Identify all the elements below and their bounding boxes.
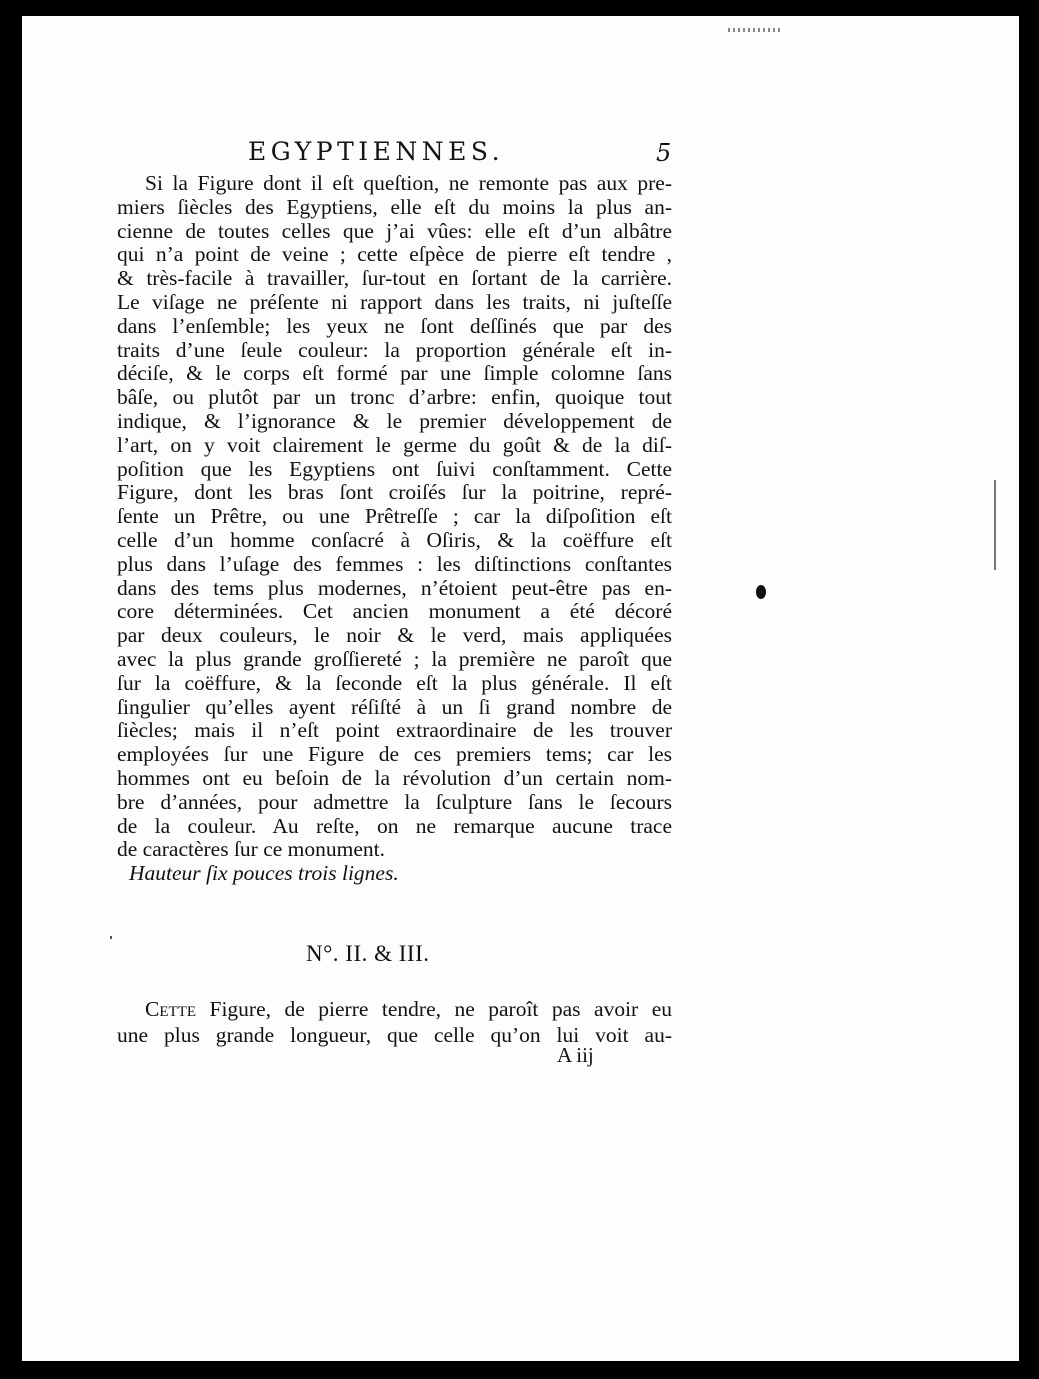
text-line: Si la Figure dont il eſt queſtion, ne remonte pas aux pre- <box>145 171 672 195</box>
text-line: celle d’un homme conſacré à Oſiris, & la coëffure eſt <box>117 527 672 552</box>
text-line: avec la plus grande groſſiereté ; la première ne paroît que <box>117 646 672 671</box>
text-line: Figure, dont les bras ſont croiſés ſur la poitrine, repré- <box>117 480 672 505</box>
page-number: 5 <box>656 139 672 167</box>
page-header <box>248 136 678 170</box>
text-line: ſente un Prêtre, ou une Prêtreſſe ; car la diſpoſition eſt <box>117 504 672 529</box>
text-line: bâſe, ou plutôt par un tronc d’arbre: enfin, quoique tout <box>117 385 672 410</box>
text-line: core déterminées. Cet ancien monument a été décoré <box>117 599 672 624</box>
text-line: employées ſur une Figure de ces premiers tems; car les <box>117 742 672 767</box>
text-line: ſur la coëffure, & la ſeconde eſt la plus générale. Il eſt <box>117 670 672 695</box>
text-line: cienne de toutes celles que j’ai vûes: elle eſt d’un albâtre <box>117 218 672 243</box>
signature-mark: A iij <box>557 1043 594 1067</box>
section-heading: N°. II. & III. <box>306 941 430 966</box>
text-line: traits d’une ſeule couleur: la proportion générale eſt in- <box>117 337 672 362</box>
ink-blot <box>756 585 766 599</box>
text-line: ſingulier qu’elles ayent réſiſté à un ſi grand nombre de <box>117 694 672 719</box>
text-line: indique, & l’ignorance & le premier développement de <box>117 408 672 433</box>
second-paragraph <box>117 996 672 1048</box>
text-line: de la couleur. Au reſte, on ne remarque aucune trace <box>117 813 672 838</box>
dimension-note: Hauteur ſix pouces trois lignes. <box>129 861 399 886</box>
main-paragraph <box>117 172 672 886</box>
running-head: EGYPTIENNES. <box>248 137 505 166</box>
text-line: dans des tems plus modernes, n’étoient peut-être pas en- <box>117 575 672 600</box>
text-line: bre d’années, pour admettre la ſculpture ſans le ſecours <box>117 789 672 814</box>
text-line: ſiècles; mais il n’eſt point extraordinaire de les trouver <box>117 718 672 743</box>
lead-word: Cette <box>145 997 196 1021</box>
stray-speck <box>110 936 112 939</box>
text-line: qui n’a point de veine ; cette eſpèce de pierre eſt tendre , <box>117 242 672 267</box>
text-line: miers ſiècles des Egyptiens, elle eſt du moins la plus an- <box>117 194 672 219</box>
text-line: Le viſage ne préſente ni rapport dans les traits, ni juſteſſe <box>117 289 672 314</box>
text-line: par deux couleurs, le noir & le verd, mais appliquées <box>117 623 672 648</box>
text-line: & très-facile à travailler, ſur-tout en ſortant de la carrière. <box>117 266 672 291</box>
text-line <box>117 996 672 1022</box>
scan-artifact-mark <box>728 28 783 32</box>
text-line: dans l’enſemble; les yeux ne ſont deſſinés que par des <box>117 313 672 338</box>
text-line: plus dans l’uſage des femmes : les diſtinctions conſtantes <box>117 551 672 576</box>
text-line: de caractères ſur ce monument. <box>117 837 386 862</box>
text-line: hommes ont eu beſoin de la révolution d’un certain nom- <box>117 765 672 790</box>
text-line: une plus grande longueur, que celle qu’on lui voit au- <box>117 1023 672 1047</box>
text-line: l’art, on y voit clairement le germe du goût & de la diſ- <box>117 432 672 457</box>
line-remainder: Figure, de pierre tendre, ne paroît pas avoir eu <box>196 997 672 1021</box>
text-line: déciſe, & le corps eſt formé par une ſimple colomne ſans <box>117 361 672 386</box>
text-line: poſition que les Egyptiens ont ſuivi conſtamment. Cette <box>117 456 672 481</box>
edge-artifact <box>994 480 996 570</box>
